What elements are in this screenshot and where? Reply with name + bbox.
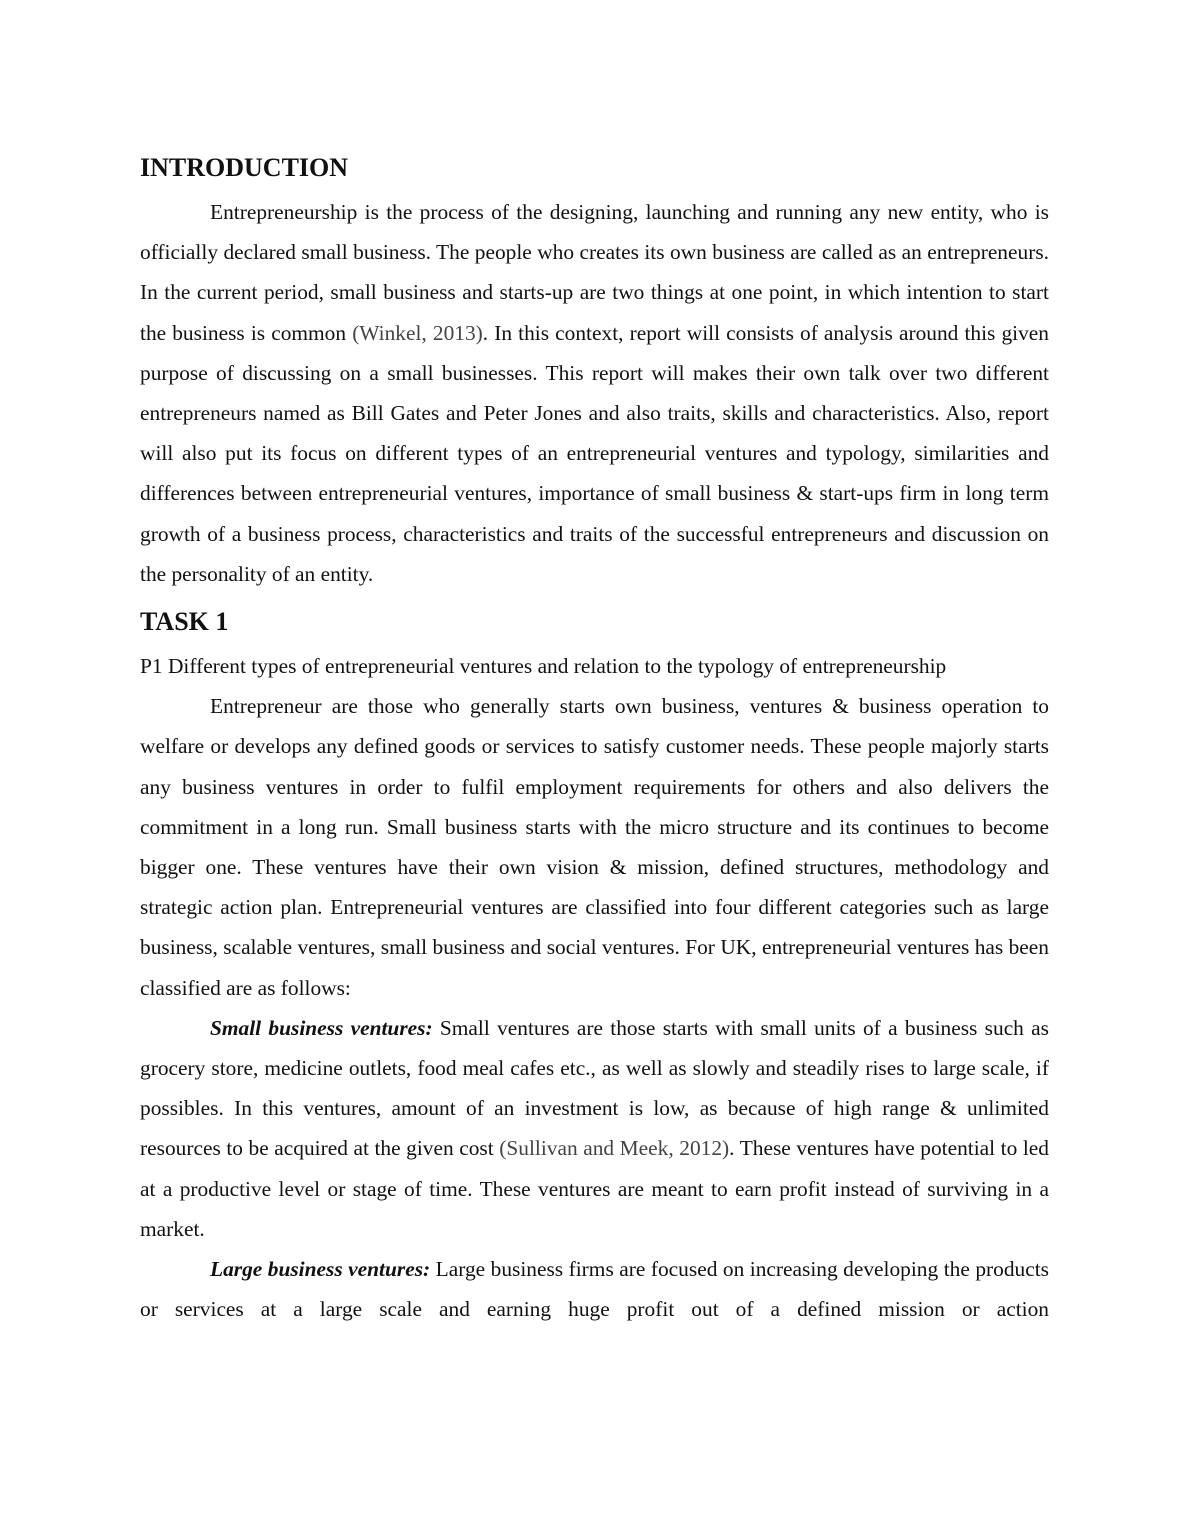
p1-subheading: P1 Different types of entrepreneurial ventures and relation to the typology of entrepreneurship [140,654,947,679]
task1-paragraph: Entrepreneur are those who generally starts own business, ventures & business operation to welfare or develops any defined goods or services to satisfy customer needs. These people majorly starts any business ventures in order to fulfil employment requirements for others and also delivers the commitment in a long run. Small business starts with the micro structure and its continues to become bigger one. These ventures have their own vision & mission, defined structures, methodology and strategic action plan. Entrepreneurial ventures are classified into four different categories such as large business, scalable ventures, small business and social ventures. For UK, entrepreneurial ventures has been classified are as follows: [140,694,1049,1000]
introduction-heading: INTRODUCTION [140,153,349,182]
small-business-term: Small business ventures: [210,1015,433,1040]
small-business-text-part-2: . These ventures have potential to led at a productive level or stage of time. These ventures are meant to earn profit instead of surviving in a market. [140,1136,1050,1241]
small-business-paragraph [140,1008,1049,1249]
large-business-term: Large business ventures: [210,1257,431,1282]
task1-heading: TASK 1 [140,607,229,637]
citation-sullivan-meek: (Sullivan and Meek, 2012) [499,1136,730,1161]
introduction-paragraph [140,192,1049,594]
intro-text-part-1: Entrepreneurship is the process of the designing, launching and running any new entity, who is officially declared small business. The people who creates its own business are called as an entrepreneurs. In the current period, small business and starts-up are two things at one point, in which intention to start the business is common [140,200,1049,345]
small-business-text-part-1: Small ventures are those starts with small units of a business such as grocery store, medicine outlets, food meal cafes etc., as well as slowly and steadily rises to large scale, if possibles. In this ventures, amount of an investment is low, as because of high range & unlimited resources to be acquired at the given cost [140,1015,1049,1161]
document-page [140,148,1049,1329]
intro-text-part-2: . In this context, report will consists of analysis around this given purpose of discussing on a small businesses. This report will makes their own talk over two different entrepreneurs named as Bill Gates and Peter Jones and also traits, skills and characteristics. Also, report will also put its focus on different types of an entrepreneurial ventures and typology, similarities and differences between entrepreneurial ventures, importance of small business & start-ups firm in long term growth of a business process, characteristics and traits of the successful entrepreneurs and discussion on the personality of an entity. [140,320,1049,586]
large-business-text: Large business firms are focused on increasing developing the products or services at a large scale and earning huge profit out of a defined mission or action [140,1257,1049,1322]
large-business-paragraph [140,1249,1049,1329]
citation-winkel: (Winkel, 2013) [352,320,483,345]
